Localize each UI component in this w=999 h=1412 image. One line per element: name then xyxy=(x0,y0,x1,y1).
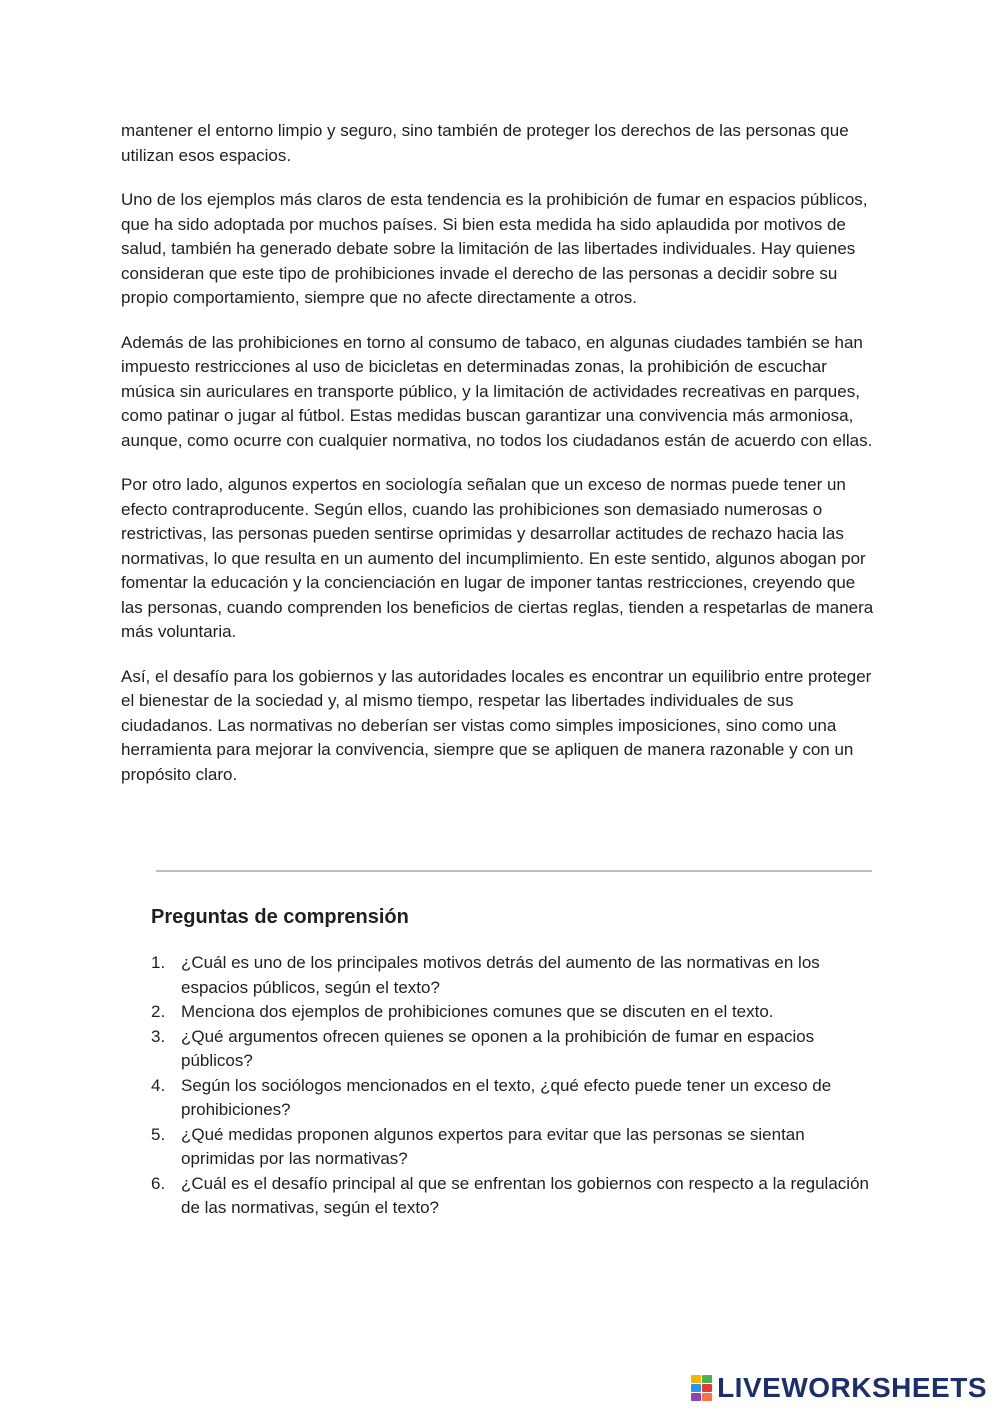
question-text: ¿Qué medidas proponen algunos expertos para evitar que las personas se sientan oprimidas por las normativas? xyxy=(181,1124,805,1168)
question-text: Según los sociólogos mencionados en el texto, ¿qué efecto puede tener un exceso de prohibiciones? xyxy=(181,1075,832,1119)
logo-tile xyxy=(702,1393,712,1401)
paragraph: mantener el entorno limpio y seguro, sino también de proteger los derechos de las personas que utilizan esos espacios. xyxy=(121,121,849,165)
paragraph: Uno de los ejemplos más claros de esta tendencia es la prohibición de fumar en espacios públicos, que ha sido adoptada por muchos países. Si bien esta medida ha sido aplaudida por motivos de salud, también ha generado debate sobre la limitación de las libertades individuales. Hay quienes consideran que este tipo de prohibiciones invade el derecho de las personas a decidir sobre su propio comportamiento, siempre que no afecte directamente a otros. xyxy=(121,190,868,307)
question-item xyxy=(151,951,881,1000)
question-text: Menciona dos ejemplos de prohibiciones comunes que se discuten en el texto. xyxy=(181,1002,774,1021)
questions-title: Preguntas de comprensión xyxy=(151,906,409,928)
question-number: 1. xyxy=(151,953,166,972)
question-number: 2. xyxy=(151,1002,166,1021)
question-text: ¿Cuál es el desafío principal al que se enfrentan los gobiernos con respecto a la regulación de las normativas, según el texto? xyxy=(181,1173,869,1217)
question-item xyxy=(151,1123,881,1172)
logo-tile xyxy=(691,1384,701,1392)
logo-tile xyxy=(691,1375,701,1383)
question-item xyxy=(151,1025,881,1074)
question-text: ¿Cuál es uno de los principales motivos detrás del aumento de las normativas en los espacios públicos, según el texto? xyxy=(181,953,820,997)
question-number: 6. xyxy=(151,1173,166,1193)
question-item xyxy=(151,1074,881,1123)
logo-tile xyxy=(702,1384,712,1392)
section-divider xyxy=(156,870,872,872)
question-number: 5. xyxy=(151,1124,166,1144)
question-number: 3. xyxy=(151,1026,166,1046)
paragraph: Así, el desafío para los gobiernos y las autoridades locales es encontrar un equilibrio entre proteger el bienestar de la sociedad y, al mismo tiempo, respetar las libertades individuales de sus ciudadanos. Las normativas no deberían ser vistas como simples imposiciones, sino como una herramienta para mejorar la convivencia, siempre que se apliquen de manera razonable y con un propósito claro. xyxy=(121,666,872,784)
question-text: ¿Qué argumentos ofrecen quienes se oponen a la prohibición de fumar en espacios públicos? xyxy=(181,1026,815,1070)
question-item xyxy=(151,1000,881,1025)
logo-text: LIVEWORKSHEETS xyxy=(717,1372,987,1403)
reading-text xyxy=(121,119,881,807)
logo-tile xyxy=(702,1375,712,1383)
logo-tile xyxy=(691,1393,701,1401)
comprehension-questions xyxy=(151,903,881,1221)
paragraph: Además de las prohibiciones en torno al consumo de tabaco, en algunas ciudades también se han impuesto restricciones al uso de bicicletas en determinadas zonas, la prohibición de escuchar música sin auriculares en transporte público, y la limitación de actividades recreativas en parques, como patinar o jugar al fútbol. Estas medidas buscan garantizar una convivencia más armoniosa, aunque, como ocurre con cualquier normativa, no todos los ciudadanos están de acuerdo con ellas. xyxy=(121,332,873,450)
paragraph: Por otro lado, algunos expertos en sociología señalan que un exceso de normas puede tener un efecto contraproducente. Según ellos, cuando las prohibiciones son demasiado numerosas o restrictivas, las personas pueden sentirse oprimidas y desarrollar actitudes de rechazo hacia las normativas, lo que resulta en un aumento del incumplimiento. En este sentido, algunos abogan por fomentar la educación y la concienciación en lugar de imponer tantas restricciones, creyendo que las personas, cuando comprenden los beneficios de ciertas reglas, tienden a respetarlas de manera más voluntaria. xyxy=(121,475,874,641)
question-item xyxy=(151,1172,881,1221)
liveworksheets-logo[interactable] xyxy=(691,1372,987,1404)
questions-list xyxy=(151,951,881,1221)
question-number: 4. xyxy=(151,1075,166,1095)
liveworksheets-logo-icon xyxy=(691,1375,713,1401)
